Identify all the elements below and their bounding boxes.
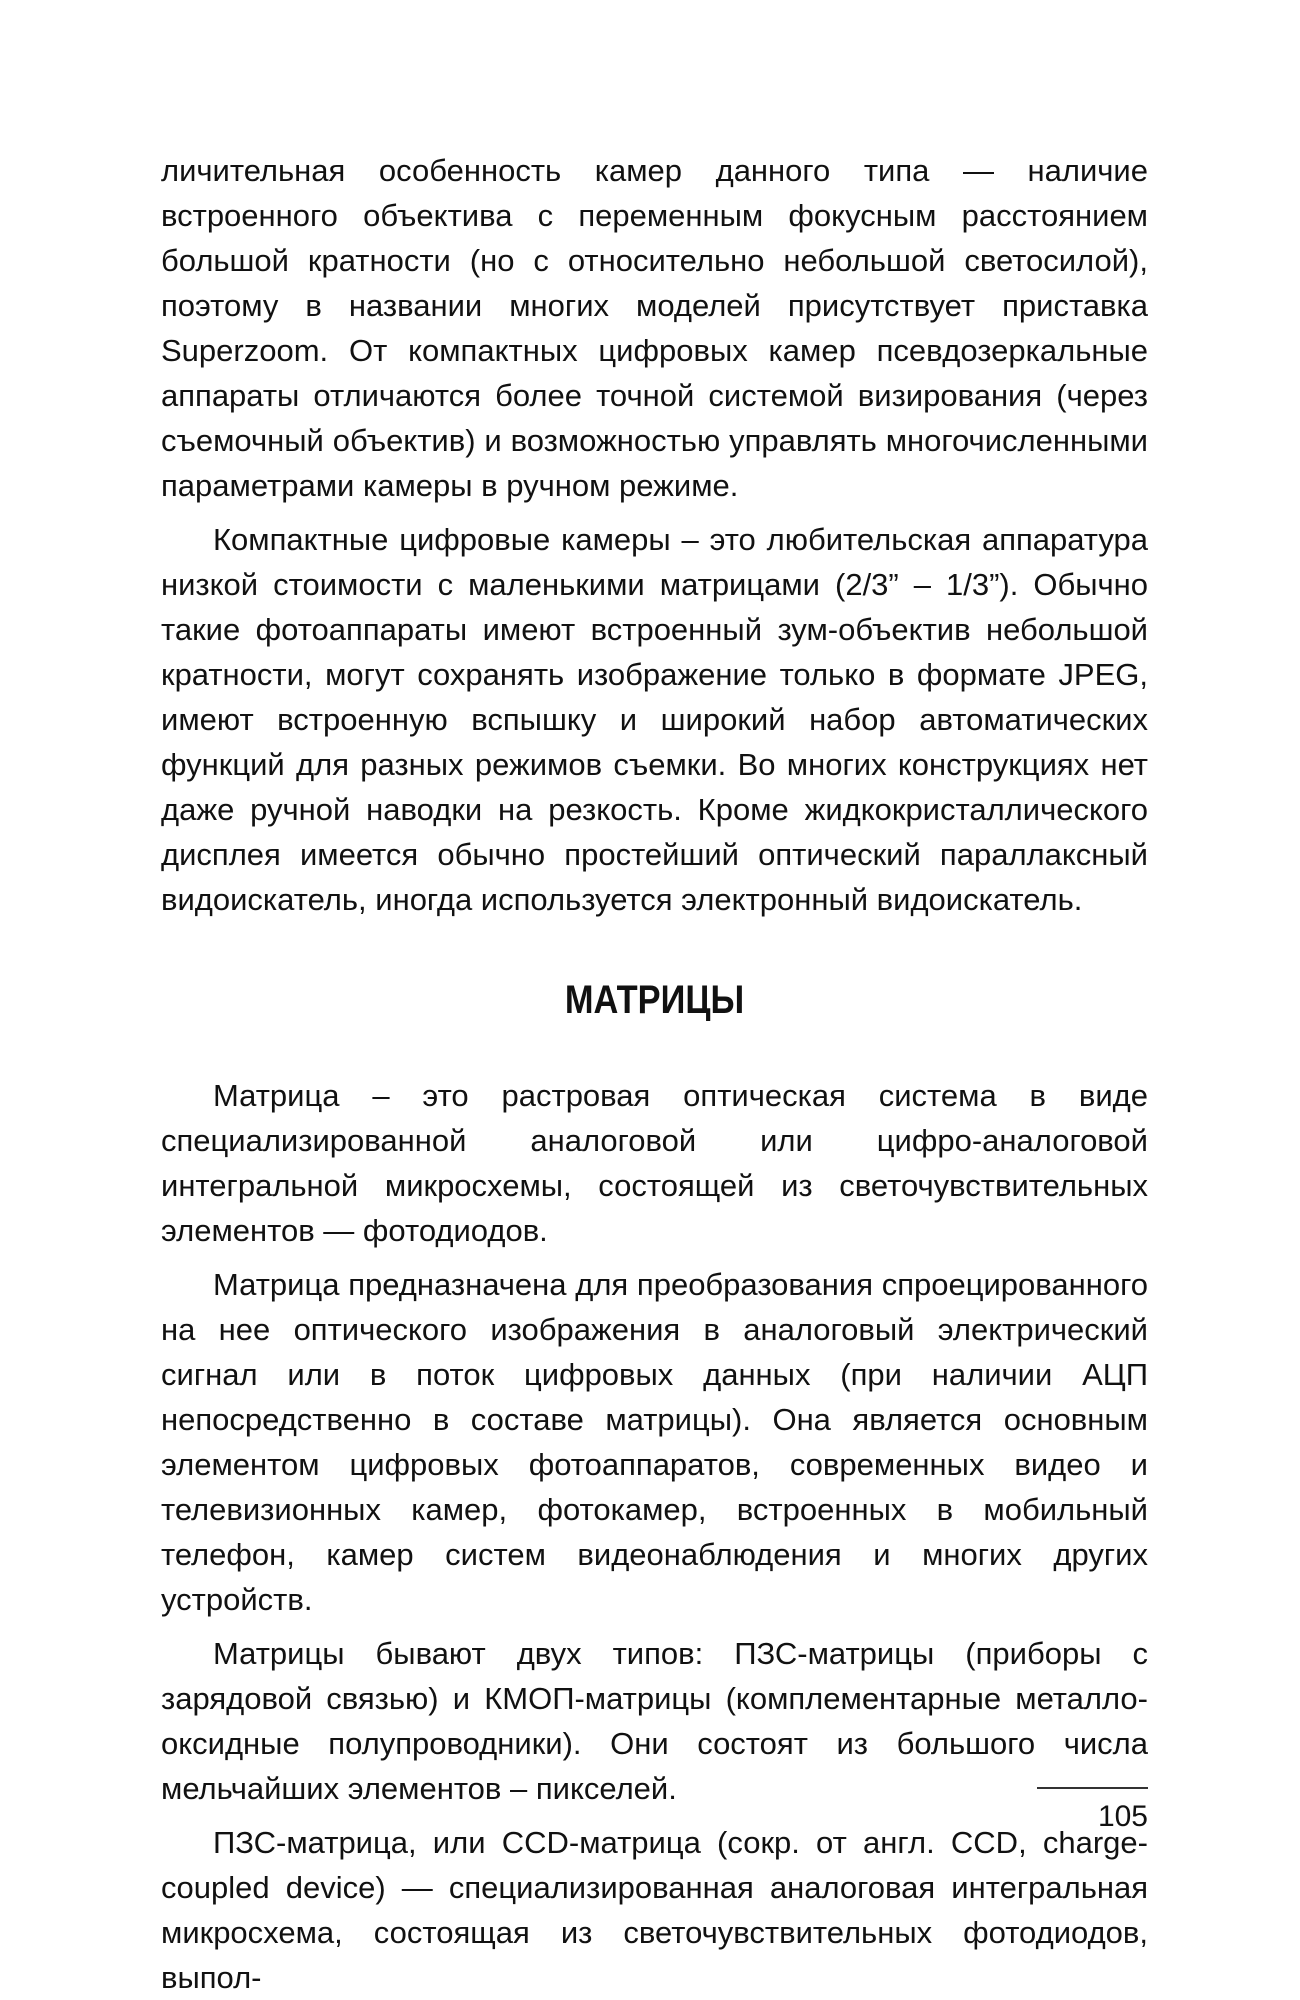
paragraph-gap xyxy=(161,1253,1148,1262)
paragraph-gap xyxy=(161,1622,1148,1631)
paragraph-continuation: личительная особенность камер данного типа — наличие встроенного объектива с переменным фокусным расстоянием большой кратности (но с относительно небольшой светосилой), поэтому в названии многих моделей присутствует приставка Superzoom. От компактных цифровых камер псевдозеркальные аппараты отличаются более точной системой визирования (через съемочный объектив) и возможностью управлять многочисленными параметрами камеры в ручном режиме. xyxy=(161,153,1148,503)
paragraph-matrix-types: Матрицы бывают двух типов: ПЗС-матрицы (приборы с зарядовой связью) и КМОП-матрицы (комплементарные металло-оксидные полупроводники). Они состоят из большого числа мельчайших элементов – пикселей. xyxy=(161,1636,1148,1806)
paragraph-matrix-definition: Матрица – это растровая оптическая система в виде специализированной аналоговой или цифро-аналоговой интегральной микросхемы, состоящей из светочувствительных элементов — фотодиодов. xyxy=(161,1078,1148,1248)
paragraph-gap xyxy=(161,1811,1148,1820)
paragraph-gap xyxy=(161,508,1148,517)
footer-rule xyxy=(1037,1787,1148,1789)
section-heading: МАТРИЦЫ xyxy=(564,978,745,1022)
page-body xyxy=(161,148,1148,2000)
page-number: 105 xyxy=(1097,1800,1148,1833)
paragraph-ccd-matrix: ПЗС-матрица, или CCD-матрица (сокр. от англ. CCD, charge-coupled device) — специализированная аналоговая интегральная микросхема, состоящая из светочувствительных фотодиодов, выпол- xyxy=(161,1825,1148,1995)
paragraph-matrix-purpose: Матрица предназначена для преобразования спроецированного на нее оптического изображения в аналоговый электрический сигнал или в поток цифровых данных (при наличии АЦП непосредственно в составе матрицы). Она является основным элементом цифровых фотоаппаратов, современных видео и телевизионных камер, фотокамер, встроенных в мобильный телефон, камер систем видеонаблюдения и многих других устройств. xyxy=(161,1267,1148,1617)
paragraph-compact-cameras: Компактные цифровые камеры – это любительская аппаратура низкой стоимости с маленькими матрицами (2/3” – 1/3”). Обычно такие фотоаппараты имеют встроенный зум-объектив небольшой кратности, могут сохранять изображение только в формате JPEG, имеют встроенную вспышку и широкий набор автоматических функций для разных режимов съемки. Во многих конструкциях нет даже ручной наводки на резкость. Кроме жидкокристаллического дисплея имеется обычно простейший оптический параллаксный видоискатель, иногда используется электронный видоискатель. xyxy=(161,522,1148,917)
